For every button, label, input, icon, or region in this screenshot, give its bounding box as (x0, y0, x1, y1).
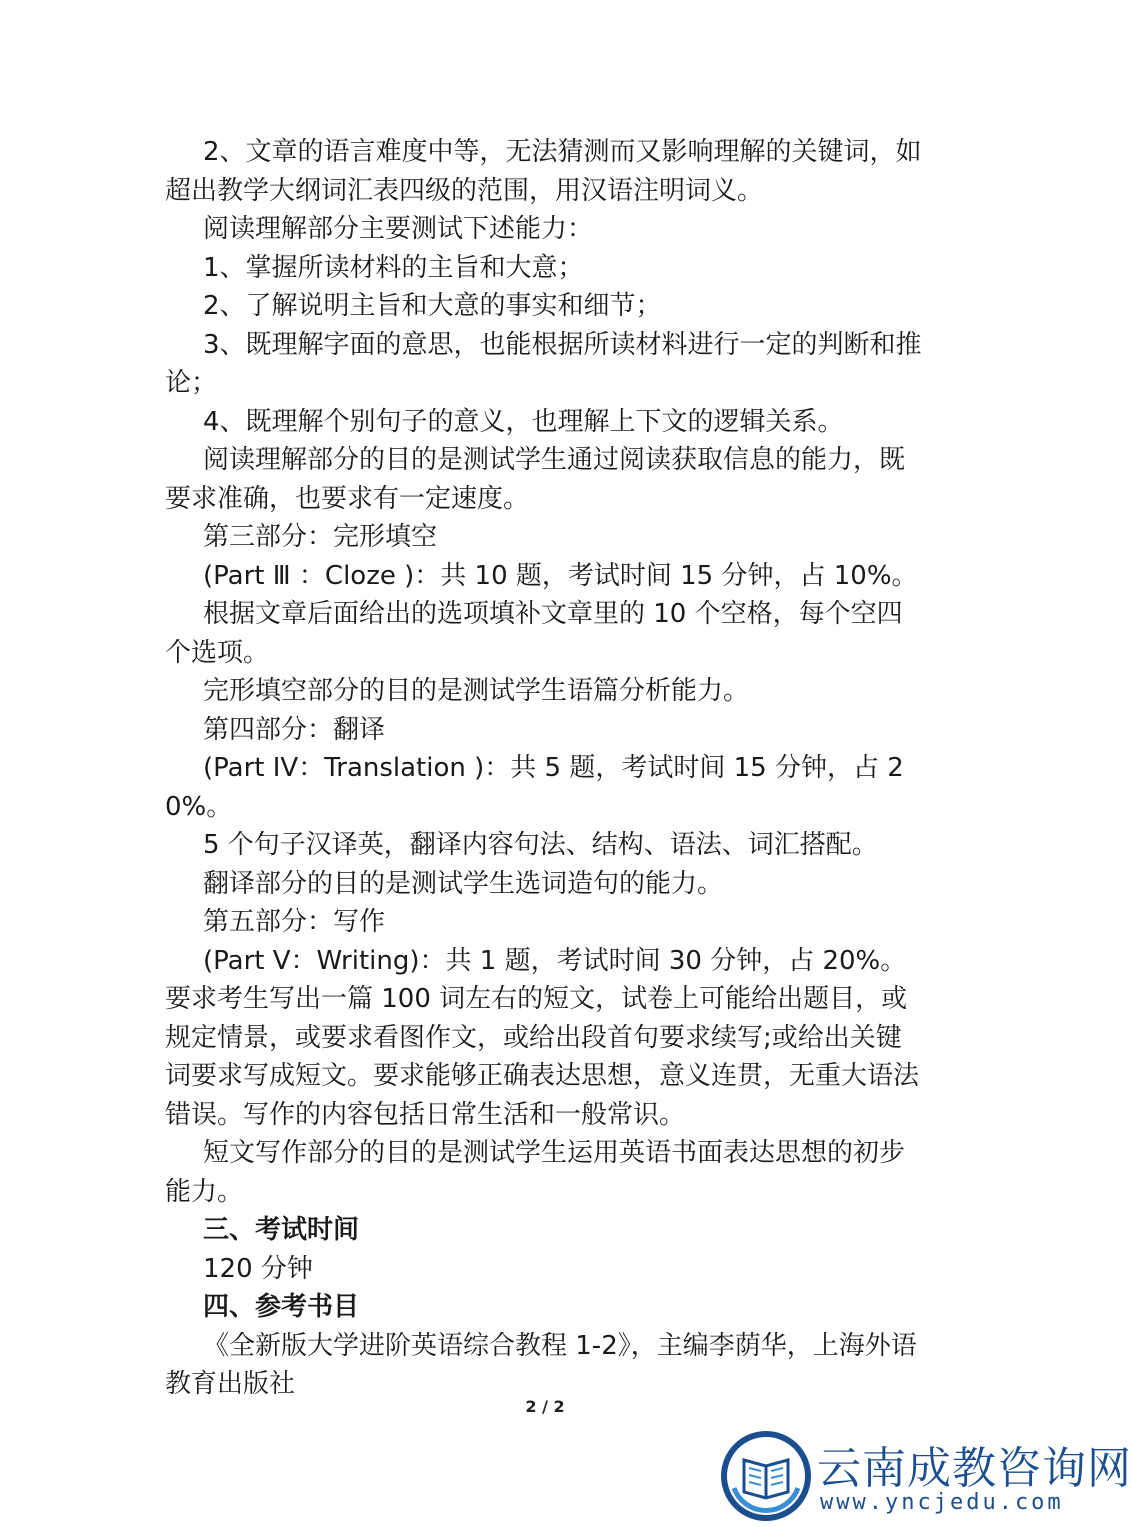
watermark-url: www.yncjedu.com (820, 1490, 1064, 1515)
paragraph-7: 阅读理解部分的目的是测试学生通过阅读获取信息的能力，既要求准确，也要求有一定速度。 (165, 445, 906, 514)
paragraph-15: 翻译部分的目的是测试学生选词造句的能力。 (203, 868, 724, 899)
paragraph-reference: 《全新版大学进阶英语综合教程 1-2》，主编李荫华，上海外语教育出版社 (165, 1330, 917, 1399)
paragraph-18: 短文写作部分的目的是测试学生运用英语书面表达思想的初步能力。 (165, 1138, 906, 1207)
paragraph-17: (Part Ⅴ：Writing)：共 1 题，考试时间 30 分钟，占 20%。要求考生写出一篇 100 词左右的短文，试卷上可能给出题目，或规定情景，或要求看图作文，或给出段首句要求续写;或给出关键词要求写成短文。要求能够正确表达思想，意义连贯，无重大语法错误。写作的内容包括日常生活和一般常识。 (165, 945, 920, 1130)
book-logo-icon (720, 1430, 812, 1522)
site-watermark (720, 1428, 1132, 1527)
watermark-site-name: 云南成教咨询网 (817, 1443, 1132, 1494)
paragraph-6: 4、既理解个别句子的意义，也理解上下文的逻辑关系。 (203, 406, 844, 437)
heading-exam-time: 三、考试时间 (203, 1215, 360, 1245)
paragraph-5: 3、既理解字面的意思，也能根据所读材料进行一定的判断和推论； (165, 329, 922, 398)
paragraph-11: 完形填空部分的目的是测试学生语篇分析能力。 (203, 676, 750, 706)
section-heading-part5: 第五部分：写作 (203, 907, 386, 937)
paragraph-3: 1、掌握所读材料的主旨和大意； (203, 252, 584, 283)
section-heading-part4: 第四部分：翻译 (203, 714, 386, 745)
paragraph-exam-duration: 120 分钟 (203, 1253, 313, 1284)
paragraph-2: 阅读理解部分主要测试下述能力： (203, 214, 594, 244)
paragraph-1: 2、文章的语言难度中等，无法猜测而又影响理解的关键词，如超出教学大纲词汇表四级的范围，用汉语注明词义。 (165, 137, 922, 206)
page-number: 2 / 2 (525, 1397, 565, 1416)
paragraph-14: 5 个句子汉译英，翻译内容句法、结构、语法、词汇搭配。 (203, 830, 878, 860)
paragraph-13: (Part IⅤ：Translation )：共 5 题，考试时间 15 分钟，占 20%。 (165, 753, 904, 822)
paragraph-9: (Part Ⅲ ：Cloze )：共 10 题，考试时间 15 分钟，占 10%。 (203, 560, 918, 591)
heading-reference-books: 四、参考书目 (203, 1292, 360, 1322)
paragraph-4: 2、了解说明主旨和大意的事实和细节； (203, 291, 662, 321)
section-heading-part3: 第三部分：完形填空 (203, 522, 438, 552)
document-body (165, 133, 925, 1404)
paragraph-10: 根据文章后面给出的选项填补文章里的 10 个空格，每个空四个选项。 (165, 599, 903, 668)
